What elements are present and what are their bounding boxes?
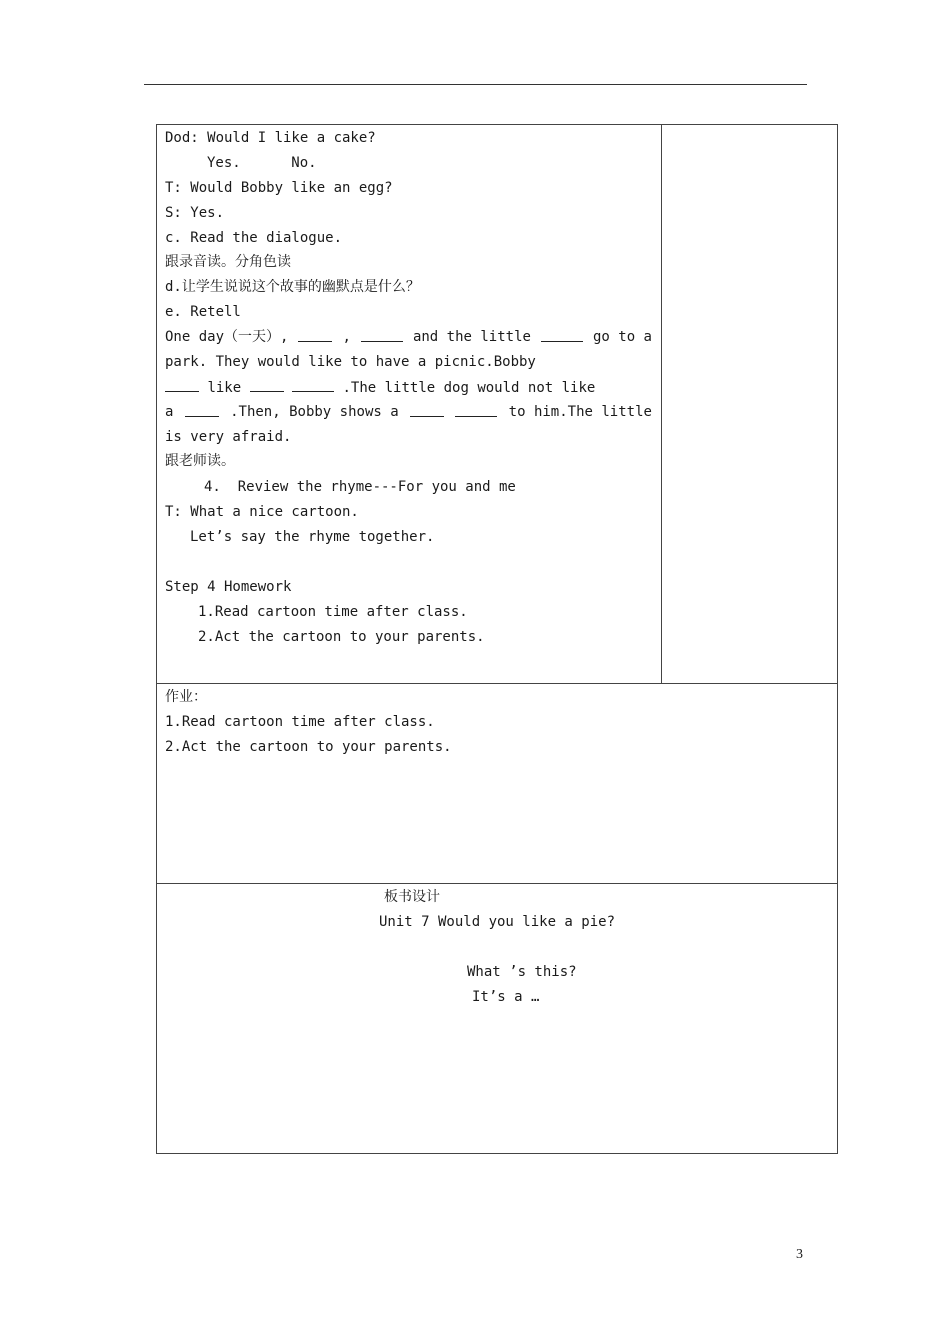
lesson-line: Let’s say the rhyme together. [190, 529, 435, 545]
lesson-line: Yes. No. [207, 155, 317, 171]
lesson-line: 跟录音读。分角色读 [165, 254, 291, 270]
lesson-line: 跟老师读。 [165, 453, 235, 469]
lesson-line: Step 4 Homework [165, 579, 292, 595]
retell-line-1 [165, 327, 652, 347]
page-number: 3 [796, 1247, 803, 1262]
retell-text: like [207, 380, 242, 396]
lesson-line: 2.Act the cartoon to your parents. [198, 629, 485, 645]
lesson-line: Dod: Would I like a cake? [165, 130, 376, 146]
notes-cell [661, 124, 838, 684]
blank [250, 377, 284, 392]
board-question: What ’s this? [467, 964, 577, 980]
blank [455, 402, 497, 417]
blank [361, 327, 403, 342]
homework-item: 2.Act the cartoon to your parents. [165, 739, 452, 755]
header-rule [144, 84, 807, 85]
lesson-line: c. Read the dialogue. [165, 230, 343, 246]
retell-text: to him.The little [508, 404, 652, 420]
board-answer: It’s a … [472, 989, 540, 1005]
retell-text: , [342, 329, 351, 345]
board-design-title: 板书设计 [384, 889, 440, 905]
lesson-line: 1.Read cartoon time after class. [198, 604, 468, 620]
retell-text: .Then, Bobby shows a [230, 404, 399, 420]
lesson-line: S: Yes. [165, 205, 225, 221]
retell-text: .The little dog would not like [342, 380, 596, 396]
retell-line-3 [165, 377, 595, 397]
blank [298, 327, 332, 342]
lesson-line: 4. Review the rhyme---For you and me [204, 479, 516, 495]
blank [541, 327, 583, 342]
retell-line-2: park. They would like to have a picnic.Bobby [165, 354, 536, 370]
lesson-line: T: Would Bobby like an egg? [165, 180, 393, 196]
homework-item: 1.Read cartoon time after class. [165, 714, 435, 730]
blank [165, 377, 199, 392]
lesson-line: e. Retell [165, 304, 241, 320]
retell-line-4 [165, 402, 652, 422]
blank [292, 377, 334, 392]
homework-title: 作业： [165, 689, 207, 705]
retell-text: One day（一天）, [165, 329, 289, 345]
blank [410, 402, 444, 417]
blank [185, 402, 219, 417]
retell-text: go to a [592, 329, 652, 345]
board-unit-title: Unit 7 Would you like a pie? [379, 914, 616, 930]
retell-line-5: is very afraid. [165, 429, 292, 445]
lesson-line: T: What a nice cartoon. [165, 504, 359, 520]
retell-text: and the little [412, 329, 531, 345]
lesson-line: d.让学生说说这个故事的幽默点是什么？ [165, 279, 420, 295]
retell-text: a [165, 404, 174, 420]
